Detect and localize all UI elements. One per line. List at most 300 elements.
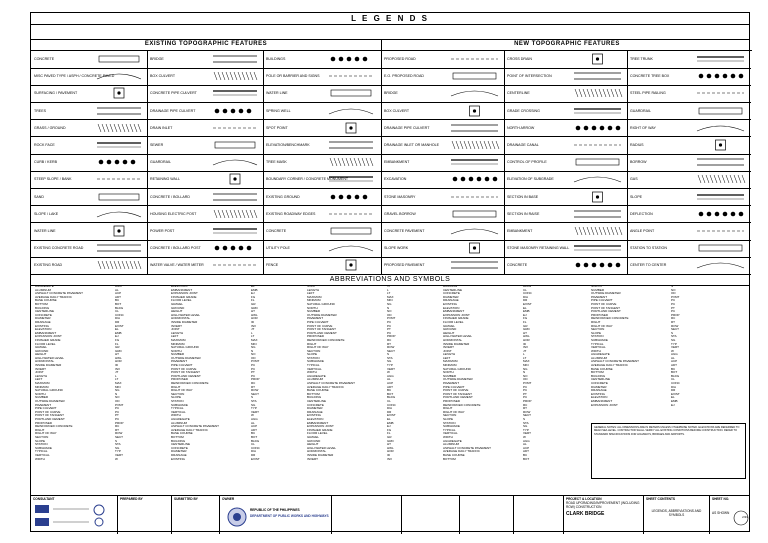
abbreviation-term: BOTTOM xyxy=(591,370,604,375)
abbreviation-term: REINFORCED CONCRETE xyxy=(443,402,481,407)
legend-symbol xyxy=(211,52,263,66)
abbreviation-code: ROW xyxy=(115,431,123,436)
abbreviation-term: SUBGRADE xyxy=(307,359,324,364)
legend-symbol-icon xyxy=(695,69,746,83)
abbreviation-term: JOINT xyxy=(171,327,180,332)
abbreviation-code: JT xyxy=(523,348,527,353)
dept-label: DEPARTMENT OF PUBLIC WORKS AND HIGHWAYS xyxy=(250,514,329,518)
abbreviation-code: INV xyxy=(523,345,529,350)
legend-label: STONE MASONRY xyxy=(384,194,416,199)
abbreviation-term: HIGH WATER LEVEL xyxy=(307,445,337,450)
abbreviation-code: MAX xyxy=(387,294,394,299)
abbreviation-code: S xyxy=(387,352,390,357)
abbreviation-term: BOTTOM xyxy=(35,301,48,306)
abbreviation-code: ROW xyxy=(523,409,531,414)
abbreviation-code: HOR xyxy=(251,316,258,321)
sheet-contents-cell xyxy=(643,496,709,534)
abbreviation-term: MINIMUM xyxy=(307,298,321,303)
legend-symbol xyxy=(572,155,627,169)
legend-label: SLOPE xyxy=(630,194,642,199)
abbreviation-code: ADT xyxy=(387,384,393,389)
legend-label: CURB / KERB xyxy=(34,160,57,165)
legend-symbol xyxy=(572,69,627,83)
abbreviation-code: N xyxy=(251,348,254,353)
legend-symbol xyxy=(695,207,750,221)
abbreviation-code: CL xyxy=(251,442,255,447)
legend-row xyxy=(31,119,381,138)
legend-symbol xyxy=(327,86,379,100)
legend-symbol-icon xyxy=(211,104,259,118)
legend-symbol xyxy=(211,224,263,238)
abbreviation-code: INV xyxy=(387,456,393,461)
legend-label: BOX CULVERT xyxy=(150,74,176,79)
legend-label: CROSS DRAIN xyxy=(507,57,532,61)
abbreviation-term: ASPHALT CONCRETE PAVEMENT xyxy=(443,445,491,450)
legend-symbol-icon xyxy=(95,224,143,238)
legend-label: TREES xyxy=(34,108,46,113)
abbreviation-term: LEFT xyxy=(307,291,315,296)
abbreviation-term: JOINT xyxy=(307,284,316,288)
legend-symbol xyxy=(695,86,750,100)
abbreviation-code: RC xyxy=(523,402,528,407)
abbreviation-term: TYPICAL xyxy=(171,406,184,411)
abbreviation-code: N xyxy=(387,305,390,310)
abbreviation-row xyxy=(171,458,301,462)
legend-symbol-icon xyxy=(449,207,500,221)
abbreviations-col-2 xyxy=(171,285,301,480)
legend-symbol-icon xyxy=(327,86,375,100)
legend-symbol-icon xyxy=(695,138,746,152)
legend-symbol-icon xyxy=(95,190,143,204)
abbreviation-code: FL xyxy=(251,298,255,303)
legend-symbol-icon xyxy=(449,121,500,135)
abbreviation-term: POINT OF CURVE xyxy=(171,366,197,371)
abbreviation-term: PROPOSED xyxy=(307,334,325,339)
abbreviation-code: W xyxy=(387,370,390,375)
abbreviation-term: STATION xyxy=(591,334,604,339)
abbreviation-code: AL xyxy=(523,442,527,447)
abbreviation-code: EMB xyxy=(523,309,530,314)
abbreviation-term: OUTSIDE DIAMETER xyxy=(35,399,65,403)
abbreviation-term: GROUND xyxy=(171,305,185,310)
abbreviation-code: W xyxy=(671,348,674,353)
abbreviation-code: HOR xyxy=(115,359,122,364)
abbreviation-term: INVERT xyxy=(171,323,182,328)
legend-label: SEWER xyxy=(150,143,164,147)
abbreviation-code: BLDG xyxy=(523,284,532,288)
abbreviation-term: SLOPE xyxy=(591,330,602,335)
project-name: ROAD UPGRADING/IMPROVEMENT (INCLUDING ROW) CONSTRUCTION xyxy=(566,501,640,509)
legend-symbol xyxy=(449,190,504,204)
legend-label: CENTER TO CENTER xyxy=(630,263,667,268)
abbreviation-term: SECTION xyxy=(307,348,321,353)
legend-label: SECTION IN RAISE xyxy=(507,211,540,216)
dpwh-seal xyxy=(226,506,248,528)
abbreviation-code: LT xyxy=(387,291,391,296)
legend-symbol-icon xyxy=(327,172,375,186)
abbreviation-code: RC xyxy=(671,316,676,321)
legend-label: RIGHT OF WAY xyxy=(630,125,656,130)
abbreviation-code: DIA xyxy=(671,384,677,389)
abbreviation-term: DIAMETER xyxy=(307,406,323,411)
legend-symbol-icon xyxy=(572,138,623,152)
abbreviation-code: EXIST xyxy=(387,413,396,418)
abbreviation-code: PROP xyxy=(115,420,124,425)
abbreviation-code: OD xyxy=(115,399,120,403)
abbreviation-term: NUMBER xyxy=(591,287,605,292)
abbreviation-term: MAXIMUM xyxy=(171,337,186,342)
abbreviation-term: POINT OF TANGENT xyxy=(171,370,201,375)
abbreviation-code: VERT xyxy=(523,431,531,436)
abbreviation-code: HT xyxy=(523,330,527,335)
abbreviation-term: PROPOSED xyxy=(591,312,609,317)
legend-symbol xyxy=(449,138,504,152)
legend-symbol xyxy=(211,155,263,169)
abbreviation-code: DIA xyxy=(115,316,121,321)
abbreviation-code: ROW xyxy=(387,345,395,350)
abbreviation-term: GRAVEL xyxy=(171,301,183,306)
legend-label: DRAINAGE INLET OR MANHOLE xyxy=(384,143,440,147)
abbreviation-code: CONC xyxy=(115,312,124,317)
abbreviation-code: OD xyxy=(251,355,256,360)
legend-row xyxy=(31,256,381,275)
abbreviation-code: PC xyxy=(115,409,120,414)
existing-heading: EXISTING TOPOGRAPHIC FEATURES xyxy=(31,39,381,51)
legend-symbol-icon xyxy=(695,121,746,135)
abbreviation-code: PC xyxy=(251,366,256,371)
abbreviation-code: OD xyxy=(671,291,676,296)
legend-label: SPRING WELL xyxy=(266,108,291,113)
legend-symbol xyxy=(449,86,504,100)
abbreviation-code: PC xyxy=(387,323,392,328)
abbreviation-code: DIA xyxy=(251,449,257,454)
abbreviation-code: STA xyxy=(523,420,529,425)
legend-label: TREE TRUNK xyxy=(630,57,653,61)
legend-label: EXISTING ROAD xyxy=(34,263,63,268)
abbreviation-code: ADT xyxy=(251,427,257,432)
abbreviation-term: LENGTH xyxy=(307,287,320,292)
legend-symbol-icon xyxy=(572,86,623,100)
abbreviation-code: BC xyxy=(671,366,676,371)
legend-symbol-icon xyxy=(327,52,375,66)
abbreviation-term: JOINT xyxy=(35,370,44,375)
abbreviation-code: CL xyxy=(671,377,675,382)
abbreviation-term: INSIDE DIAMETER xyxy=(171,319,198,324)
abbreviation-term: EXISTING xyxy=(591,391,606,396)
abbreviation-code: AL xyxy=(387,377,391,382)
legend-label: CONCRETE xyxy=(266,229,287,233)
legend-symbol-icon xyxy=(449,104,500,118)
abbreviation-code: EJ xyxy=(671,402,675,407)
abbreviation-term: SLOPE xyxy=(443,416,454,421)
legend-label: EXISTING ROADWAY EDGES xyxy=(266,211,316,216)
abbreviation-term: ALUMINUM xyxy=(307,377,324,382)
abbreviation-code: MIN xyxy=(115,384,121,389)
legend-symbol xyxy=(572,190,627,204)
abbreviation-term: EXISTING xyxy=(443,301,458,306)
legend-symbol xyxy=(211,172,263,186)
legend-row xyxy=(31,136,381,155)
abbreviation-term: ELEVATION xyxy=(443,305,460,310)
legend-label: BOUNDARY CORNER / CONCRETE MONUMENT xyxy=(266,177,349,182)
abbreviation-code: TYP xyxy=(523,427,529,432)
legend-symbol xyxy=(327,258,379,272)
existing-features-table xyxy=(31,50,381,274)
abbreviation-term: NORTH xyxy=(307,305,318,310)
abbreviation-code: W xyxy=(523,434,526,439)
legend-symbol xyxy=(327,121,379,135)
abbreviation-code: RT xyxy=(387,341,391,346)
abbreviations-col-4 xyxy=(443,285,583,480)
legend-symbol xyxy=(95,224,147,238)
legend-symbol-icon xyxy=(572,224,623,238)
abbreviation-code: EJ xyxy=(115,334,119,339)
abbreviation-term: EMBANKMENT xyxy=(443,309,465,314)
abbreviation-code: AL xyxy=(115,287,119,292)
project-label: PROJECT & LOCATION xyxy=(566,497,602,501)
abbreviations-title: ABBREVIATIONS AND SYMBOLS xyxy=(31,274,749,286)
legend-symbol-icon xyxy=(449,86,500,100)
legend-symbol xyxy=(95,241,147,255)
abbreviation-code: PROP xyxy=(523,399,532,403)
abbreviation-code: PROP xyxy=(387,334,396,339)
abbreviation-term: FLOOR LEVEL xyxy=(35,341,56,346)
legend-label: GRADE CROSSING xyxy=(507,108,540,113)
legend-label: ROCK FACE xyxy=(34,143,55,147)
abbreviation-code: SECT xyxy=(115,434,124,439)
abbreviation-code: BLDG xyxy=(115,305,124,310)
legend-symbol xyxy=(695,138,750,152)
abbreviation-term: RIGHT OF WAY xyxy=(443,409,465,414)
abbreviation-term: MAXIMUM xyxy=(307,294,322,299)
legend-symbol xyxy=(572,224,627,238)
abbreviation-term: HEIGHT xyxy=(35,352,47,357)
abbreviation-code: CONC xyxy=(523,291,532,296)
abbreviation-code: EL xyxy=(387,416,391,421)
project-cell xyxy=(563,496,643,534)
abbreviation-code: SECT xyxy=(523,413,532,418)
legend-symbol xyxy=(695,258,750,272)
drawing-sheet xyxy=(30,12,750,532)
abbreviation-term: EXISTING xyxy=(171,456,186,461)
abbreviation-code: GRD xyxy=(387,438,394,443)
abbreviation-code: PVMT xyxy=(671,294,680,299)
abbreviation-term: ALUMINUM xyxy=(591,355,608,360)
new-heading: NEW TOPOGRAPHIC FEATURES xyxy=(381,39,752,51)
abbreviation-code: ADT xyxy=(115,294,121,299)
abbreviation-term: EXPANSION JOINT xyxy=(591,402,618,407)
abbreviation-code: CL xyxy=(523,287,527,292)
abbreviation-term: BASE COURSE xyxy=(171,431,193,436)
legend-label: DRAINAGE PIPE CULVERT xyxy=(150,108,196,113)
abbreviation-term: LEFT xyxy=(171,334,179,339)
abbreviation-code: SG xyxy=(671,337,676,342)
legend-symbol xyxy=(211,207,263,221)
legend-symbol-icon xyxy=(211,190,259,204)
abbreviation-term: CENTERLINE xyxy=(171,442,191,447)
abbreviation-code: HT xyxy=(115,352,119,357)
abbreviation-term: SECTION xyxy=(35,434,49,439)
abbreviation-code: S xyxy=(251,395,254,400)
legend-symbol-icon xyxy=(572,172,623,186)
abbreviation-code: DR xyxy=(251,452,256,457)
legend-symbol-icon xyxy=(327,104,375,118)
legend-symbol xyxy=(327,155,379,169)
legend-symbol-icon xyxy=(95,138,143,152)
abbreviation-term: NUMBER xyxy=(171,352,185,357)
abbreviation-code: CL xyxy=(387,399,391,403)
abbreviation-code: DIA xyxy=(523,294,529,299)
abbreviation-term: EXPANSION JOINT xyxy=(35,334,62,339)
legend-symbol xyxy=(211,241,263,255)
abbreviation-term: AVERAGE DAILY TRAFFIC xyxy=(443,449,480,454)
abbreviation-code: PT xyxy=(671,305,675,310)
abbreviation-term: EMBANKMENT xyxy=(171,287,193,292)
abbreviation-term: BOTTOM xyxy=(307,391,320,396)
legend-symbol-icon xyxy=(211,86,259,100)
legend-symbol-icon xyxy=(211,172,259,186)
owner-label: OWNER xyxy=(222,497,235,501)
abbreviation-term: RIGHT OF WAY xyxy=(591,323,613,328)
legend-symbol xyxy=(695,52,750,66)
legend-symbol-icon xyxy=(95,172,143,186)
legend-label: BRIDGE xyxy=(384,91,398,96)
abbreviation-code: FG xyxy=(251,294,256,299)
abbreviation-term: GRAVEL xyxy=(307,434,319,439)
abbreviation-code: AGG xyxy=(115,284,122,288)
legend-symbol-icon xyxy=(95,104,143,118)
legend-symbol xyxy=(449,69,504,83)
abbreviation-code: ADT xyxy=(671,363,677,368)
abbreviation-code: OD xyxy=(387,312,392,317)
abbreviation-term: PORTLAND CEMENT xyxy=(591,309,621,314)
republic-label: REPUBLIC OF THE PHILIPPINES xyxy=(250,508,300,512)
abbreviation-term: VERTICAL xyxy=(35,452,50,457)
legend-symbol-icon xyxy=(695,86,746,100)
legend-symbol xyxy=(95,172,147,186)
abbreviation-code: INV xyxy=(251,323,257,328)
abbreviation-term: BASE COURSE xyxy=(443,452,465,457)
legend-symbol xyxy=(211,104,263,118)
legend-symbol-icon xyxy=(695,104,746,118)
legend-row xyxy=(381,102,751,121)
abbreviation-term: ELEVATION xyxy=(171,284,188,288)
approval-cell-3 xyxy=(459,496,513,534)
abbreviation-term: RIGHT xyxy=(443,406,453,411)
abbreviation-code: PVMT xyxy=(115,402,124,407)
abbreviation-term: RIGHT xyxy=(591,319,601,324)
abbreviation-term: MINIMUM xyxy=(35,384,49,389)
legend-row xyxy=(381,50,751,69)
legend-label: CONCRETE / BOLLARD xyxy=(150,194,190,199)
abbreviation-term: PORTLAND CEMENT xyxy=(307,330,337,335)
legend-label: CONCRETE xyxy=(507,263,528,268)
legend-label: POINT OF INTERSECTION xyxy=(507,74,552,79)
abbreviation-code: PT xyxy=(387,327,391,332)
abbreviation-term: NATURAL GROUND xyxy=(171,345,199,350)
legend-row xyxy=(381,256,751,275)
abbreviation-term: DRAINAGE xyxy=(35,319,51,324)
abbreviation-term: SLOPE xyxy=(171,395,182,400)
legend-symbol xyxy=(211,138,263,152)
legend-label: MISC PAVED TYPE / ASPH / CONCRETE PAVED xyxy=(34,74,115,79)
legend-symbol xyxy=(572,52,627,66)
abbreviation-term: POINT OF TANGENT xyxy=(591,305,621,310)
abbreviation-code: HWL xyxy=(251,312,258,317)
new-features-table xyxy=(381,50,751,274)
abbreviation-code: NG xyxy=(115,388,120,393)
abbreviation-code: GRD xyxy=(115,348,122,353)
legend-label: WATER VALVE / WATER METER xyxy=(150,263,204,268)
abbreviation-code: BLDG xyxy=(387,395,396,400)
abbreviation-code: S xyxy=(671,330,674,335)
abbreviation-term: AGGREGATE xyxy=(307,373,326,378)
abbreviation-term: HIGH WATER LEVEL xyxy=(443,334,473,339)
abbreviation-term: REINFORCED CONCRETE xyxy=(171,381,209,386)
abbreviation-code: PC xyxy=(387,330,392,335)
abbreviation-term: DRAINAGE xyxy=(443,298,459,303)
abbreviation-code: ACP xyxy=(115,291,122,296)
legend-label: RETAINING WALL xyxy=(150,177,180,182)
abbreviation-term: WIDTH xyxy=(35,456,45,461)
abbreviation-term: SUBGRADE xyxy=(443,424,460,429)
abbreviation-code: ROW xyxy=(671,323,679,328)
abbreviation-term: AGGREGATE xyxy=(591,352,610,357)
abbreviation-term: REINFORCED CONCRETE xyxy=(35,424,73,429)
legend-label: PROPOSED PAVEMENT xyxy=(384,263,425,268)
abbreviation-code: PT xyxy=(251,370,255,375)
abbreviation-code: DR xyxy=(387,409,392,414)
abbreviation-term: PORTLAND CEMENT xyxy=(35,416,65,421)
abbreviation-code: BOT xyxy=(387,391,394,396)
abbreviation-code: EL xyxy=(671,395,675,400)
approval-cell-2 xyxy=(401,496,459,534)
legend-label: TREE MASK xyxy=(266,160,287,165)
abbreviation-term: PAVEMENT xyxy=(591,294,608,299)
abbreviation-code: TYP xyxy=(387,363,393,368)
legend-symbol-icon xyxy=(572,207,623,221)
legend-row xyxy=(31,170,381,189)
abbreviation-term: EMBANKMENT xyxy=(35,330,57,335)
abbreviation-term: POINT OF TANGENT xyxy=(35,413,65,418)
abbreviation-code: SECT xyxy=(251,391,260,396)
sheet-contents-label: SHEET CONTENTS xyxy=(646,497,676,501)
abbreviation-term: BUILDING xyxy=(591,373,606,378)
abbreviations-col-5 xyxy=(591,285,741,415)
abbreviation-code: PC xyxy=(523,384,528,389)
legend-row xyxy=(381,222,751,241)
legend-row xyxy=(31,102,381,121)
abbreviation-code: HOR xyxy=(523,337,530,342)
legend-symbol xyxy=(95,104,147,118)
abbreviation-code: CONC xyxy=(387,402,396,407)
abbreviation-code: CL xyxy=(115,309,119,314)
legend-label: EXISTING CONCRETE ROAD xyxy=(34,246,84,251)
legend-symbol xyxy=(449,207,504,221)
abbreviation-term: ASPHALT CONCRETE PAVEMENT xyxy=(35,291,83,296)
abbreviation-term: RIGHT xyxy=(171,384,181,389)
abbreviation-term: PAVEMENT xyxy=(443,381,460,386)
legend-symbol-icon xyxy=(695,258,746,272)
abbreviation-term: NORTH xyxy=(35,391,46,396)
abbreviation-term: DIAMETER xyxy=(171,449,187,454)
abbreviation-term: INVERT xyxy=(35,366,46,371)
legend-row xyxy=(381,205,751,224)
legend-symbol-icon xyxy=(211,69,259,83)
legend-row xyxy=(31,222,381,241)
abbreviation-code: VERT xyxy=(251,409,259,414)
abbreviation-term: CONCRETE xyxy=(443,291,460,296)
